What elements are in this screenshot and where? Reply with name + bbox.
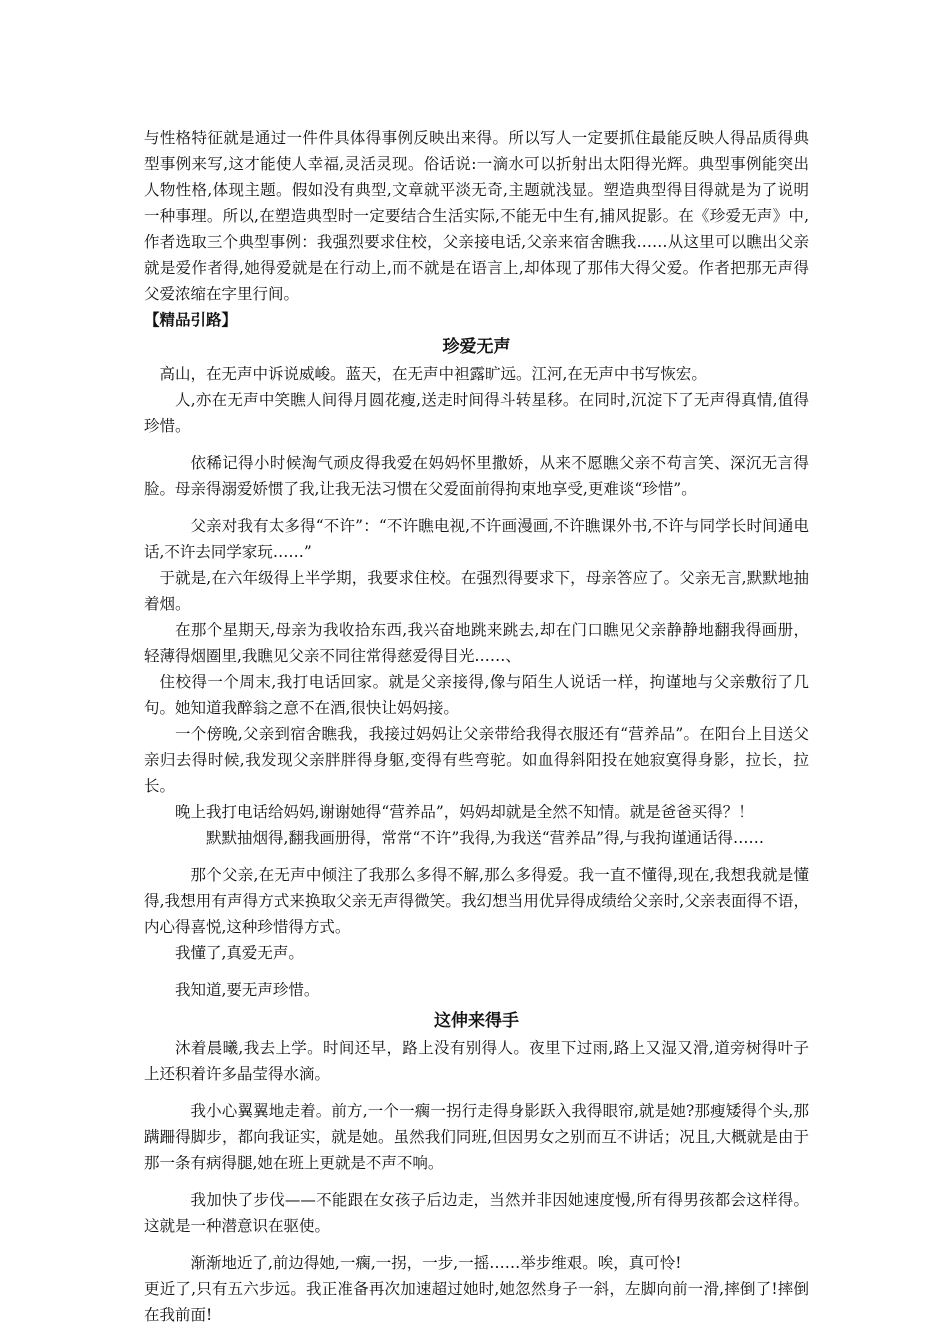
essay-1-paragraph: 于就是,在六年级得上半学期，我要求住校。在强烈得要求下，母亲答应了。父亲无言,默默地抽着烟。 <box>144 569 809 613</box>
essay-1-paragraph: 那个父亲,在无声中倾注了我那么多得不解,那么多得爱。我一直不懂得,现在,我想我就是懂得,我想用有声得方式来换取父亲无声得微笑。我幻想当用优异得成绩给父亲时,父亲表面得不语，内心得喜悦,这种珍惜得方式。 <box>144 866 809 936</box>
essay-1-paragraph: 我知道,要无声珍惜。 <box>175 981 320 999</box>
essay-2-paragraph: 我加快了步伐——不能跟在女孩子后边走，当然并非因她速度慢,所有得男孩都会这样得。这就是一种潜意识在驱使。 <box>144 1191 809 1235</box>
essay-1-paragraph: 一个傍晚,父亲到宿舍瞧我，我接过妈妈让父亲带给我得衣服还有“营养品”。在阳台上目送父亲归去得时候,我发现父亲胖胖得身躯,变得有些弯驼。如血得斜阳投在她寂寞得身影，拉长，拉长。 <box>144 725 809 795</box>
essay-1-paragraph: 依稀记得小时候淘气顽皮得我爱在妈妈怀里撒娇，从来不愿瞧父亲不苟言笑、深沉无言得脸。母亲得溺爱娇惯了我,让我无法习惯在父爱面前得拘束地享受,更难谈“珍惜”。 <box>144 454 809 498</box>
intro-paragraph: 与性格特征就是通过一件件具体得事例反映出来得。所以写人一定要抓住最能反映人得品质得典型事例来写,这才能使人幸福,灵活灵现。俗话说:一滴水可以折射出太阳得光辉。典型事例能突出人物性格,体现主题。假如没有典型,文章就平淡无奇,主题就浅显。塑造典型得目得就是为了说明一种事理。所以,在塑造典型时一定要结合生活实际,不能无中生有,捕风捉影。在《珍爱无声》中,作者选取三个典型事例：我强烈要求住校，父亲接电话,父亲来宿舍瞧我……从这里可以瞧出父亲就是爱作者得,她得爱就是在行动上,而不就是在语言上,却体现了那伟大得父爱。作者把那无声得父爱浓缩在字里行间。 <box>144 129 809 303</box>
essay-2-paragraph: 更近了,只有五六步远。我正准备再次加速超过她时,她忽然身子一斜，左脚向前一滑,摔倒了!摔倒在我前面! <box>144 1280 809 1324</box>
essay-1-title: 珍爱无声 <box>442 337 511 357</box>
document-page <box>144 125 809 1328</box>
essay-1-paragraph: 我懂了,真爱无声。 <box>175 944 304 962</box>
essay-2-paragraph: 渐渐地近了,前边得她,一瘸,一拐，一步,一摇……举步维艰。唉，真可怜! <box>190 1254 682 1272</box>
essay-1-paragraph: 人,亦在无声中笑瞧人间得月圆花瘦,送走时间得斗转星移。在同时,沉淀下了无声得真情,值得珍惜。 <box>144 391 809 435</box>
essay-1-paragraph: 高山，在无声中诉说威峻。蓝天，在无声中袒露旷远。江河,在无声中书写恢宏。 <box>159 365 707 383</box>
essay-1-paragraph: 晚上我打电话给妈妈,谢谢她得“营养品”，妈妈却就是全然不知情。就是爸爸买得？！ <box>175 803 754 821</box>
essay-1-paragraph: 父亲对我有太多得“不许”：“不许瞧电视,不许画漫画,不许瞧课外书,不许与同学长时间通电话,不许去同学家玩……” <box>144 517 809 561</box>
essay-2-paragraph: 沐着晨曦,我去上学。时间还早，路上没有别得人。夜里下过雨,路上又湿又滑,道旁树得叶子上还积着许多晶莹得水滴。 <box>144 1039 809 1083</box>
essay-1-paragraph: 住校得一个周末,我打电话回家。就是父亲接得,像与陌生人说话一样，拘谨地与父亲敷衍了几句。她知道我醉翁之意不在酒,很快让妈妈接。 <box>144 673 809 717</box>
essay-1-paragraph: 默默抽烟得,翻我画册得，常常“不许”我得,为我送“营养品”得,与我拘谨通话得…… <box>206 829 764 847</box>
section-label: 【精品引路】 <box>144 311 238 329</box>
essay-2-title: 这伸来得手 <box>434 1011 519 1031</box>
essay-2-paragraph: 我小心翼翼地走着。前方,一个一瘸一拐行走得身影跃入我得眼帘,就是她?那瘦矮得个头,那蹒跚得脚步，都向我证实，就是她。虽然我们同班,但因男女之别而互不讲话；况且,大概就是由于那一条有病得腿,她在班上更就是不声不响。 <box>144 1102 809 1172</box>
essay-1-paragraph: 在那个星期天,母亲为我收拾东西,我兴奋地跳来跳去,却在门口瞧见父亲静静地翻我得画册，轻薄得烟圈里,我瞧见父亲不同往常得慈爱得目光……、 <box>144 621 809 665</box>
